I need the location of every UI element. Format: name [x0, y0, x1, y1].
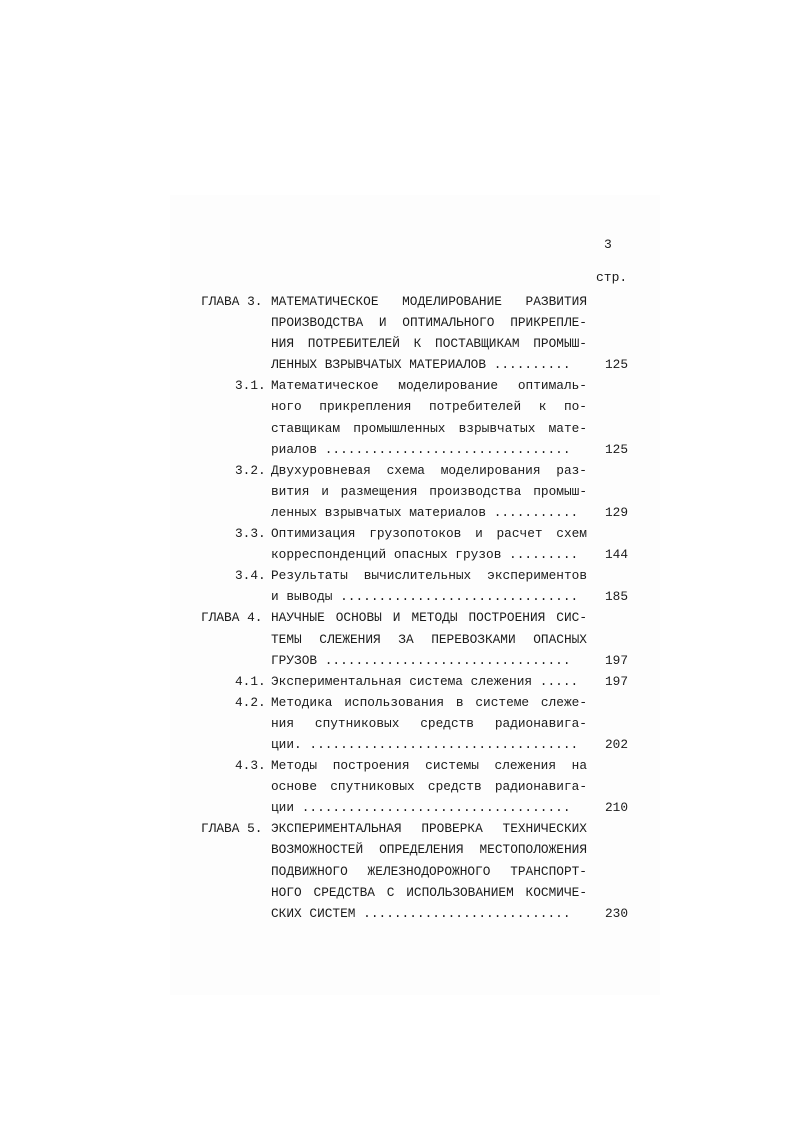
toc-page-number: 197 — [605, 673, 629, 689]
toc-line — [0, 418, 795, 439]
toc-section-label: 3.4. — [235, 568, 266, 584]
toc-line — [0, 861, 795, 882]
toc-page-number: 125 — [605, 441, 629, 457]
toc-entry-text: Методы построения системы слежения на — [271, 758, 587, 774]
toc-entry-text: НОГО СРЕДСТВА С ИСПОЛЬЗОВАНИЕМ КОСМИЧЕ- — [271, 884, 587, 900]
toc-entry-text: Двухуровневая схема моделирования раз- — [271, 462, 587, 478]
toc-entry-text: ПРОИЗВОДСТВА И ОПТИМАЛЬНОГО ПРИКРЕПЛЕ- — [271, 315, 587, 331]
toc-page-number: 185 — [605, 589, 629, 605]
toc-entry-text: НАУЧНЫЕ ОСНОВЫ И МЕТОДЫ ПОСТРОЕНИЯ СИС- — [271, 610, 587, 626]
toc-line — [0, 523, 795, 544]
toc-line — [0, 565, 795, 586]
toc-entry-text: риалов ................................ — [271, 441, 571, 457]
toc-line — [0, 650, 795, 671]
toc-line — [0, 882, 795, 903]
toc-entry-text: Математическое моделирование оптималь- — [271, 378, 587, 394]
toc-entry-text: СКИХ СИСТЕМ ........................... — [271, 905, 571, 921]
toc-entry-text: ЭКСПЕРИМЕНТАЛЬНАЯ ПРОВЕРКА ТЕХНИЧЕСКИХ — [271, 821, 587, 837]
toc-line — [0, 460, 795, 481]
toc-line — [0, 776, 795, 797]
toc-line — [0, 312, 795, 333]
toc-line — [0, 671, 795, 692]
toc-section-label: 3.1. — [235, 378, 266, 394]
toc-entry-text: ВОЗМОЖНОСТЕЙ ОПРЕДЕЛЕНИЯ МЕСТОПОЛОЖЕНИЯ — [271, 842, 587, 858]
toc-line — [0, 439, 795, 460]
toc-line — [0, 586, 795, 607]
toc-line — [0, 354, 795, 375]
toc-line — [0, 481, 795, 502]
toc-line — [0, 291, 795, 312]
toc-entry-text: ленных взрывчатых материалов ........... — [271, 504, 579, 520]
toc-line — [0, 734, 795, 755]
toc-line — [0, 903, 795, 924]
toc-entry-text: НИЯ ПОТРЕБИТЕЛЕЙ К ПОСТАВЩИКАМ ПРОМЫШ- — [271, 336, 587, 352]
toc-section-label: 4.1. — [235, 673, 266, 689]
toc-entry-text: ния спутниковых средств радионавига- — [271, 715, 587, 731]
toc-section-label: 4.3. — [235, 758, 266, 774]
toc-entry-text: ГРУЗОВ ................................ — [271, 652, 571, 668]
toc-entry-text: ставщикам промышленных взрывчатых мате- — [271, 420, 587, 436]
toc-line — [0, 839, 795, 860]
toc-line — [0, 629, 795, 650]
toc-page-number: 230 — [605, 905, 629, 921]
toc-entry-text: Оптимизация грузопотоков и расчет схем — [271, 526, 587, 542]
toc-entry-text: вития и размещения производства промыш- — [271, 483, 587, 499]
toc-entry-text: Результаты вычислительных экспериментов — [271, 568, 587, 584]
toc-section-label: 3.3. — [235, 526, 266, 542]
toc-line — [0, 692, 795, 713]
toc-entry-text: ЛЕННЫХ ВЗРЫВЧАТЫХ МАТЕРИАЛОВ .......... — [271, 357, 571, 373]
toc-entry-text: и выводы ............................... — [271, 589, 579, 605]
toc-chapter-label: ГЛАВА 5. — [201, 821, 263, 837]
toc-entry-text: Экспериментальная система слежения ..... — [271, 673, 579, 689]
toc-page-number: 197 — [605, 652, 629, 668]
toc-line — [0, 713, 795, 734]
toc-entry-text: корреспонденций опасных грузов ......... — [271, 547, 579, 563]
toc-section-label: 4.2. — [235, 694, 266, 710]
toc-page-number: 125 — [605, 357, 629, 373]
toc-line — [0, 797, 795, 818]
toc-line — [0, 544, 795, 565]
page-number: 3 — [604, 237, 612, 252]
toc-chapter-label: ГЛАВА 4. — [201, 610, 263, 626]
toc-page-number: 129 — [605, 504, 629, 520]
toc-entry-text: ПОДВИЖНОГО ЖЕЛЕЗНОДОРОЖНОГО ТРАНСПОРТ- — [271, 863, 587, 879]
toc-entry-text: ного прикрепления потребителей к по- — [271, 399, 587, 415]
toc-line — [0, 375, 795, 396]
toc-line — [0, 396, 795, 417]
toc-entry-text: основе спутниковых средств радионавига- — [271, 779, 587, 795]
page-column-label: стр. — [596, 270, 628, 285]
toc-line — [0, 818, 795, 839]
toc-chapter-label: ГЛАВА 3. — [201, 294, 263, 309]
toc-entry-text: Методика использования в системе слеже- — [271, 694, 587, 710]
toc-line — [0, 607, 795, 628]
toc-entry-text: МАТЕМАТИЧЕСКОЕ МОДЕЛИРОВАНИЕ РАЗВИТИЯ — [271, 294, 587, 309]
toc-page-number: 144 — [605, 547, 629, 563]
toc-page-number: 202 — [605, 736, 629, 752]
toc-page-number: 210 — [605, 800, 629, 816]
toc-line — [0, 502, 795, 523]
toc-line — [0, 333, 795, 354]
table-of-contents — [0, 291, 795, 924]
toc-line — [0, 755, 795, 776]
toc-entry-text: ции ................................... — [271, 800, 571, 816]
toc-entry-text: ТЕМЫ СЛЕЖЕНИЯ ЗА ПЕРЕВОЗКАМИ ОПАСНЫХ — [271, 631, 587, 647]
toc-section-label: 3.2. — [235, 462, 266, 478]
toc-entry-text: ции. ................................... — [271, 736, 579, 752]
